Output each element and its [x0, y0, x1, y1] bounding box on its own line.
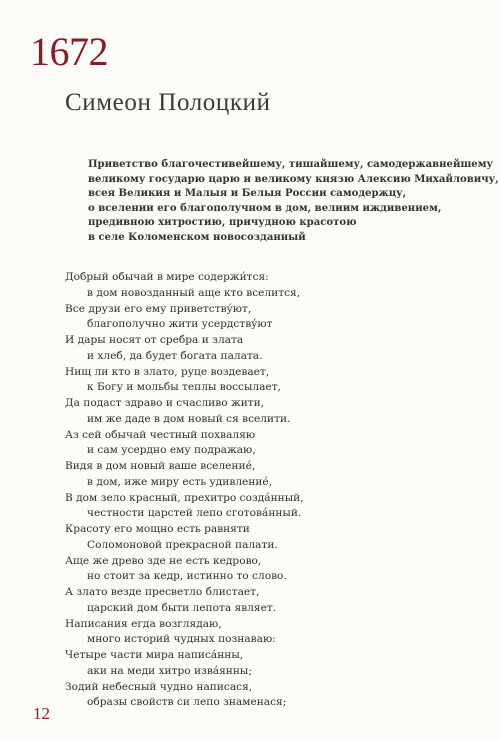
poem-line: Нищ ли кто в злато, руце воздевает, [65, 365, 270, 378]
poem-line: Все друзи его ему приветству́ют, [65, 302, 252, 315]
poem-title-line: в селе Коломенском новосозданный [88, 231, 306, 243]
poem-title-line: всея Великия и Малыя и Белыя России самодержцу, [88, 188, 407, 200]
poem-title-line: предивною хитростию, причудною красотою [88, 217, 357, 229]
poem-line: Соломоновой прекрасной палати. [87, 538, 278, 551]
poem-line: И дары носят от сребра и злата [65, 334, 244, 346]
poem-line: образы свойств си лепо знаменася; [87, 696, 287, 709]
poem-line: но стоит за кедр, истинно то слово. [87, 570, 287, 583]
poem-line: честности царстей лепо сготова́нный. [87, 507, 302, 520]
poem-line: им же даде в дом новый ся вселити. [87, 412, 291, 425]
page-number: 12 [33, 704, 50, 723]
poem-title-line: великому государю царю и великому князю Алексию Михайловичу, [88, 173, 499, 185]
poem-line: Аще же древо зде не есть кедрово, [65, 554, 262, 567]
poem-line: благополучно жити усердству́ют [87, 318, 273, 331]
poem-line: Видя в дом новый ваше вселение́, [65, 460, 256, 472]
poem-line: В дом зело красный, прехитро созда́нный, [65, 491, 304, 504]
poem-line: аки на меди хитро изва́янны; [87, 664, 252, 677]
poem-line: Да подаст здраво и счасливо жити, [65, 397, 265, 409]
poem-body [65, 270, 485, 711]
poem-title-line: о вселении его благополучном в дом, велиим иждивением, [88, 202, 442, 214]
poem-title [88, 158, 499, 246]
poem-line: Написания егда возглядаю, [65, 617, 222, 630]
poem-line: к Богу и мольбы теплы воссылает, [87, 381, 281, 394]
poem-line: Красоту его мощно есть равняти [65, 523, 250, 535]
poem-line: много историй чудных познаваю: [87, 633, 276, 646]
section-year: 1672 [30, 29, 108, 74]
poem-line: царский дом быти лепота являет. [87, 601, 277, 614]
poem-line: Добрый обычай в мире содержи́тся: [65, 271, 269, 283]
poem-line: Четыре части мира написа́нны, [65, 649, 244, 661]
poem-line: в дом новозданный аще кто вселится, [87, 286, 301, 299]
poem-line: Зодий небесный чудно написася, [65, 680, 253, 693]
poem-line: Аз сей обычай честный похваляю [65, 428, 256, 441]
author-heading: Симеон Полоцкий [65, 89, 271, 116]
poem-line: в дом, иже миру есть удивление́, [87, 475, 273, 488]
poem-line: и хлеб, да будет богата палата. [87, 349, 263, 362]
poem-line: и сам усердно ему подражаю, [87, 444, 256, 457]
poem-title-line: Приветство благочестивейшему, тишайшему, самодержавнейшему [88, 159, 493, 170]
poem-line: А злато везде пресветло блистает, [65, 586, 260, 598]
